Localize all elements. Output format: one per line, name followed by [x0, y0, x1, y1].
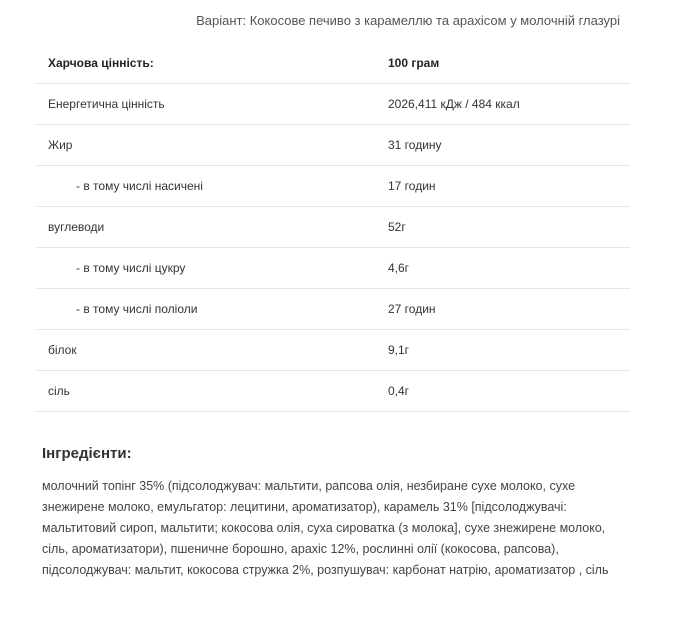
- nutrition-row-protein: [36, 330, 630, 371]
- nutrition-row-fat: [36, 125, 630, 166]
- nutrition-row-name: вуглеводи: [36, 207, 388, 248]
- nutrition-row-energy: [36, 84, 630, 125]
- nutrition-row-saturated: [36, 166, 630, 207]
- nutrition-row-polyols: [36, 289, 630, 330]
- nutrition-row-carbohydrates: [36, 207, 630, 248]
- nutrition-row-name: білок: [36, 330, 388, 371]
- nutrition-row-value: 31 годину: [388, 125, 630, 166]
- nutrition-row-value: 27 годин: [388, 289, 630, 330]
- nutrition-row-value: 0,4г: [388, 371, 630, 412]
- nutrition-row-name: - в тому числі насичені: [36, 166, 388, 207]
- nutrition-row-value: 2026,411 кДж / 484 ккал: [388, 84, 630, 125]
- nutrition-row-name: Жир: [36, 125, 388, 166]
- nutrition-row-salt: [36, 371, 630, 412]
- nutrition-row-name: сіль: [36, 371, 388, 412]
- nutrition-row-value: 52г: [388, 207, 630, 248]
- nutrition-header-value: 100 грам: [388, 43, 630, 84]
- nutrition-row-name: - в тому числі цукру: [36, 248, 388, 289]
- nutrition-row-sugars: [36, 248, 630, 289]
- nutrition-header-name: Харчова цінність:: [36, 43, 388, 84]
- nutrition-table: [36, 43, 630, 412]
- ingredients-title: Інгредієнти:: [42, 445, 132, 462]
- nutrition-row-value: 4,6г: [388, 248, 630, 289]
- nutrition-row-name: - в тому числі поліоли: [36, 289, 388, 330]
- nutrition-header-row: [36, 43, 630, 84]
- nutrition-row-name: Енергетична цінність: [36, 84, 388, 125]
- nutrition-row-value: 9,1г: [388, 330, 630, 371]
- nutrition-row-value: 17 годин: [388, 166, 630, 207]
- ingredients-text: молочний топінг 35% (підсолоджувач: мальтити, рапсова олія, незбиране сухе молоко, сухе знежирене молоко, емульгатор: лецитини, ароматизатор), карамель 31% [підсолоджувачі: мальтитовий сироп, мальтити; кокосова олія, суха сироватка (з молока], сухе знежирене молоко, сіль, ароматизатори), пшеничне борошно, арахіс 12%, рослинні олії (кокосова, рапсова), підсолоджувач: мальтит, кокосова стружка 2%, розпушувач: карбонат натрію, ароматизатор , сіль: [42, 479, 609, 577]
- variant-label: Варіант: Кокосове печиво з карамеллю та арахісом у молочній глазурі: [196, 13, 620, 28]
